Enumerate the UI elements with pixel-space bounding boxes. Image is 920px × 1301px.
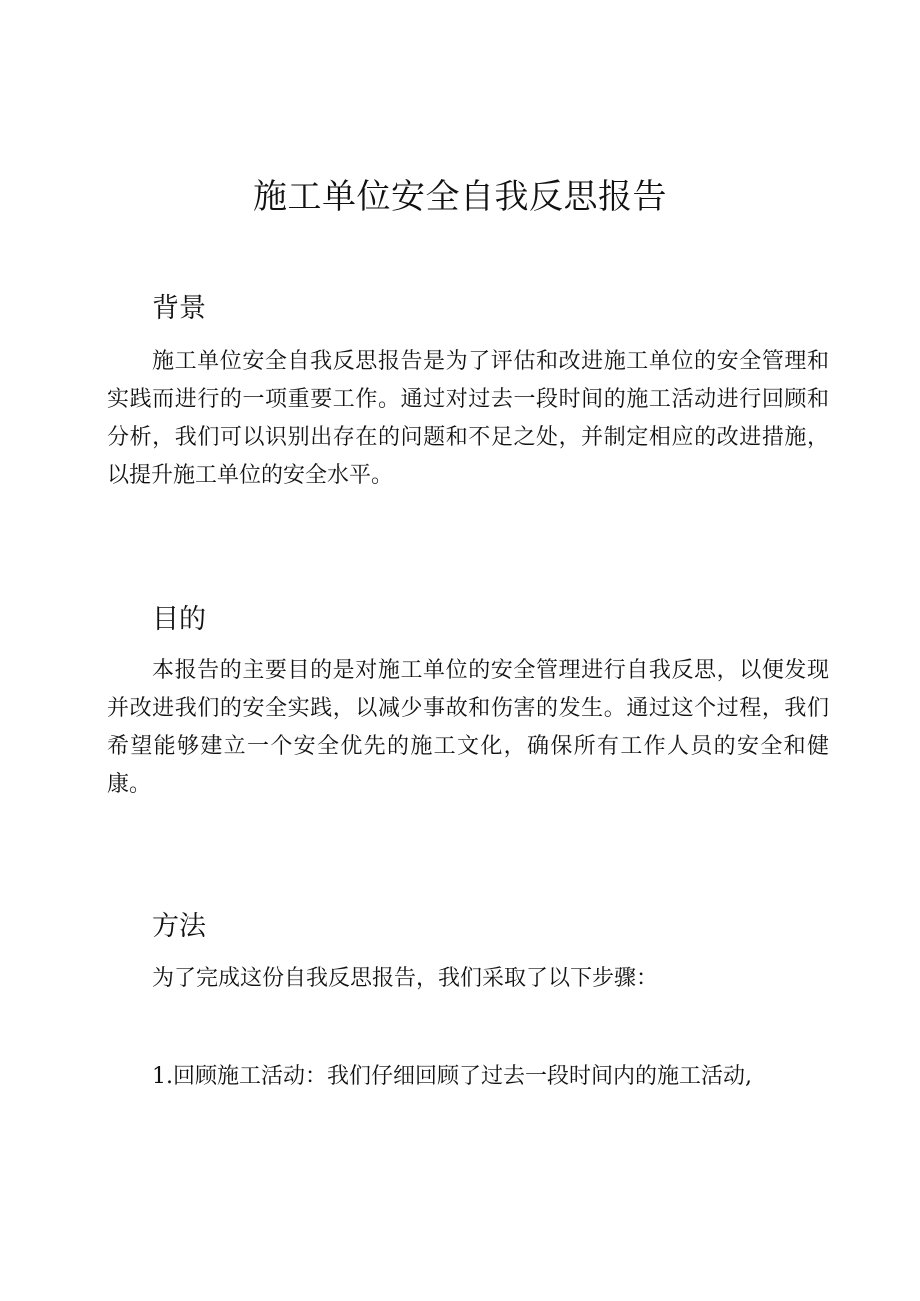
paragraph-background: 施工单位安全自我反思报告是为了评估和改进施工单位的安全管理和实践而进行的一项重要工作。通过对过去一段时间的施工活动进行回顾和分析，我们可以识别出存在的问题和不足之处，并制定相应的改进措施，以提升施工单位的安全水平。 [107,349,829,488]
heading-background: 背景 [152,293,206,324]
heading-purpose: 目的 [152,604,206,635]
document-title: 施工单位安全自我反思报告 [253,177,667,217]
method-step-1: 1.回顾施工活动：我们仔细回顾了过去一段时间内的施工活动, [152,1064,752,1089]
heading-method: 方法 [152,911,206,942]
method-intro: 为了完成这份自我反思报告，我们采取了以下步骤： [152,966,659,991]
paragraph-purpose: 本报告的主要目的是对施工单位的安全管理进行自我反思，以便发现并改进我们的安全实践，以减少事故和伤害的发生。通过这个过程，我们希望能够建立一个安全优先的施工文化，确保所有工作人员的安全和健康。 [107,658,829,797]
